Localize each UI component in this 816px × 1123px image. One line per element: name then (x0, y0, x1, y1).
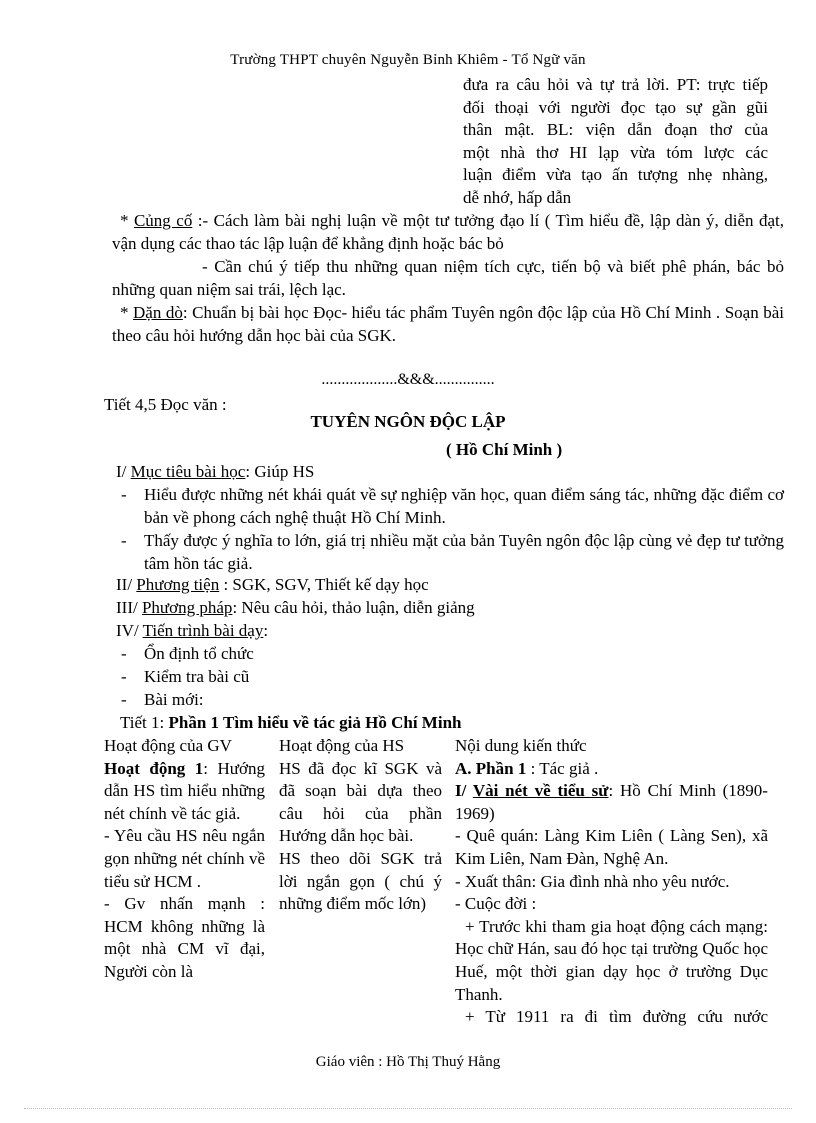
hs-note: HS theo dõi SGK trả lời ngắn gọn ( chú ý những điểm mốc lớn) (279, 848, 442, 914)
gv-activity: Hoạt động 1: Hướng dẫn HS tìm hiểu những nét chính về tác giả. (104, 758, 265, 823)
muc-tieu-heading: I/ Mục tiêu bài học: Giúp HS (116, 462, 315, 481)
page-header: Trường THPT chuyên Nguyễn Bỉnh Khiêm - Tổ Ngữ văn (230, 52, 586, 68)
content-part-heading: A. Phần 1 : Tác giả . (455, 758, 599, 778)
continuation-line: thân mật. BL: viện dẫn đoạn thơ của (463, 120, 768, 139)
content-item: + Từ 1911 ra đi tìm đường cứu nước (465, 1007, 768, 1027)
phuong-phap-line: III/ Phương pháp: Nêu câu hỏi, thảo luận, diễn giảng (116, 598, 475, 617)
column-header: Hoạt động của HS (279, 736, 405, 755)
lesson-title: TUYÊN NGÔN ĐỘC LẬP (310, 412, 506, 431)
continuation-line: một nhà thơ HI lạp vừa tóm lược các (463, 142, 768, 162)
continuation-line: luận điểm vừa tạo ấn tượng nhẹ nhàng, (463, 165, 768, 184)
cung-co-paragraph: * Củng cố :- Cách làm bài nghị luận về một tư tưởng đạo lí ( Tìm hiểu đề, lập dàn ý, diễn đạt, vận dụng các thao tác lập luận để khẳng định hoặc bác bỏ (112, 211, 785, 253)
dan-do-paragraph: * Dặn dò: Chuẩn bị bài học Đọc- hiểu tác phẩm Tuyên ngôn độc lập của Hồ Chí Minh . Soạn bài theo câu hỏi hướng dẫn học bài của SGK. (112, 303, 785, 345)
continuation-paragraph (463, 74, 768, 209)
column-header: Nội dung kiến thức (455, 736, 587, 755)
continuation-line: đối thoại với người đọc tạo sự gần gũi (463, 97, 768, 117)
gv-note: - Gv nhấn mạnh : HCM không những là một nhà CM vĩ đại, Người còn là (104, 894, 265, 981)
section-separator: ...................&&&............... (321, 371, 495, 388)
page-bottom-rule (24, 1108, 792, 1109)
lesson-label: Tiết 4,5 Đọc văn : (104, 395, 227, 414)
content-item: - Xuất thân: Gia đình nhà nho yêu nước. (455, 871, 730, 891)
list-item: - Thấy được ý nghĩa to lớn, giá trị nhiều mặt của bản Tuyên ngôn độc lập cùng vẻ đẹp tư tưởng tâm hồn tác giả. (121, 531, 784, 573)
cung-co-note: - Cần chú ý tiếp thu những quan niệm tích cực, tiến bộ và biết phê phán, bác bỏ những quan niệm sai trái, lệch lạc. (112, 257, 784, 299)
gv-note: - Yêu cầu HS nêu ngắn gọn những nét chính về tiểu sử HCM . (104, 826, 265, 891)
continuation-line: dễ nhớ, hấp dẫn (463, 187, 572, 207)
lesson-author: ( Hồ Chí Minh ) (446, 440, 563, 459)
column-content (455, 735, 768, 1029)
continuation-line: đưa ra câu hỏi và tự trả lời. PT: trực tiếp (463, 75, 768, 94)
content-sub-heading: I/ Vài nét về tiểu sử: Hồ Chí Minh (1890- 1969) (455, 781, 768, 823)
column-header: Hoạt động của GV (104, 736, 232, 755)
content-item: - Quê quán: Làng Kim Liên ( Làng Sen), xã Kim Liên, Nam Đàn, Nghệ An. (455, 826, 768, 868)
list-item: - Hiểu được những nét khái quát về sự nghiệp văn học, quan điểm sáng tác, những đặc điểm cơ bản về phong cách nghệ thuật Hồ Chí Minh. (121, 485, 784, 527)
content-item: + Trước khi tham gia hoạt động cách mạng: Học chữ Hán, sau đó học tại trường Quốc học Huế, một thời gian dạy học ở trường Dục Thanh. (455, 916, 768, 1004)
hs-note: HS đã đọc kĩ SGK và đã soạn bài dựa theo câu hỏi của phần Hướng dẫn học bài. (279, 758, 442, 846)
dan-do-label: Dặn dò (133, 303, 183, 322)
phuong-tien-line: II/ Phương tiện : SGK, SGV, Thiết kế dạy học (116, 575, 429, 594)
cung-co-label: Củng cố (133, 211, 193, 230)
tien-trinh-heading: IV/ Tiến trình bài dạy: (116, 621, 269, 640)
column-gv (104, 735, 265, 984)
tiet-1-heading: Tiết 1: Phần 1 Tìm hiểu về tác giả Hồ Chí Minh (120, 713, 462, 732)
column-hs (279, 735, 442, 916)
content-item: - Cuộc đời : (455, 894, 537, 914)
page-footer: Giáo viên : Hồ Thị Thuý Hằng (315, 1054, 501, 1070)
